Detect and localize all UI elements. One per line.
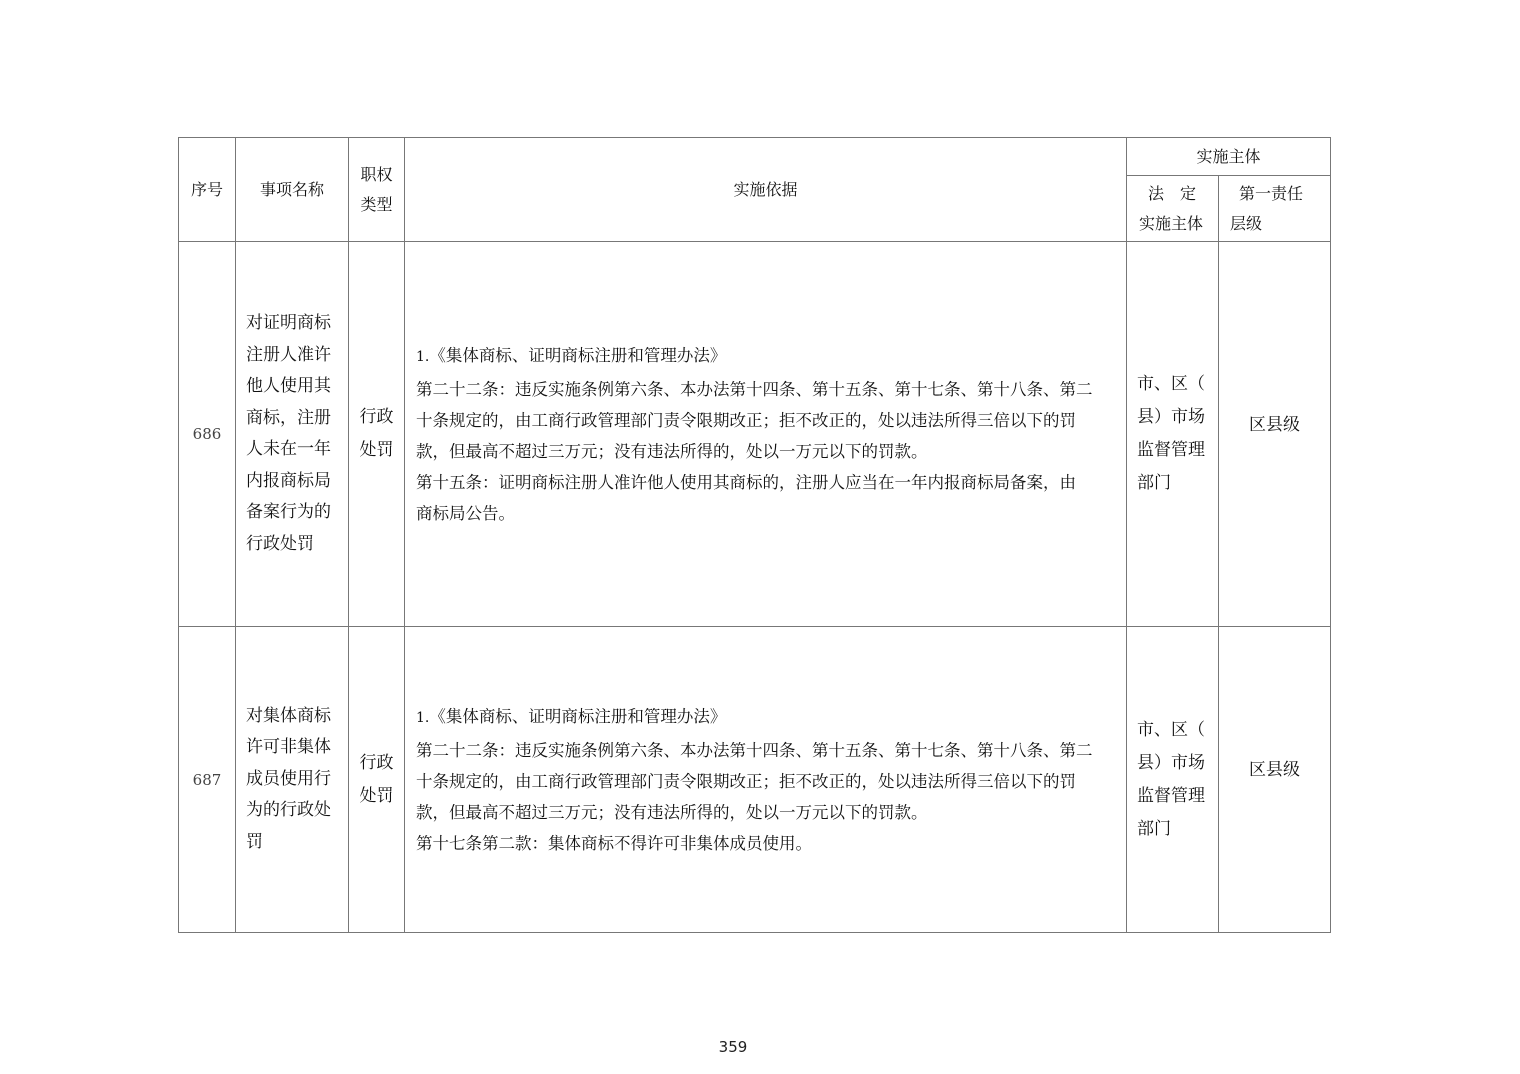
header-legal-body-line2: 实施主体 xyxy=(1139,213,1204,233)
law-number: 1. xyxy=(416,710,430,726)
header-body-group: 实施主体 xyxy=(1127,138,1331,176)
header-type xyxy=(349,138,405,242)
body-line: 监督管理 xyxy=(1137,785,1205,806)
header-legal-body xyxy=(1127,176,1219,242)
header-legal-body-line1: 法 定 xyxy=(1148,183,1197,203)
basis-line: 款，但最高不超过三万元；没有违法所得的，处以一万元以下的罚款。 xyxy=(416,803,928,822)
row-type-line1: 行政 xyxy=(359,407,394,427)
law-title-line xyxy=(416,339,1116,374)
table-row xyxy=(179,242,1331,627)
body-line: 县）市场 xyxy=(1137,407,1205,427)
row-first-level: 区县级 xyxy=(1219,242,1331,627)
header-index: 序号 xyxy=(179,138,236,242)
row-legal-body xyxy=(1127,627,1219,933)
basis-line: 第二十二条：违反实施条例第六条、本办法第十四条、第十五条、第十七条、第十八条、第二 xyxy=(416,741,1093,760)
basis-line: 第十七条第二款：集体商标不得许可非集体成员使用。 xyxy=(416,834,812,853)
page-number: 359 xyxy=(718,1038,748,1056)
law-title: 《集体商标、证明商标注册和管理办法》 xyxy=(429,346,727,365)
law-number: 1. xyxy=(416,349,430,365)
body-line: 监督管理 xyxy=(1137,440,1205,460)
body-line: 县）市场 xyxy=(1137,752,1205,773)
row-item-name: 对集体商标许可非集体成员使用行为的行政处罚 xyxy=(236,627,349,933)
row-authority-type xyxy=(349,242,405,627)
basis-line: 第二十二条：违反实施条例第六条、本办法第十四条、第十五条、第十七条、第十八条、第二 xyxy=(416,380,1093,399)
row-type-line2: 处罚 xyxy=(359,785,394,806)
header-basis: 实施依据 xyxy=(405,138,1127,242)
responsibility-table-sheet xyxy=(178,137,1330,933)
body-line: 市、区（ xyxy=(1137,719,1205,740)
responsibility-table xyxy=(178,137,1331,933)
header-name: 事项名称 xyxy=(236,138,349,242)
row-item-name: 对证明商标注册人准许他人使用其商标，注册人未在一年内报商标局备案行为的行政处罚 xyxy=(236,242,349,627)
row-index: 687 xyxy=(179,627,236,933)
header-first-level xyxy=(1219,176,1331,242)
row-first-level: 区县级 xyxy=(1219,627,1331,933)
basis-line: 款，但最高不超过三万元；没有违法所得的，处以一万元以下的罚款。 xyxy=(416,442,928,461)
header-type-line1: 职权 xyxy=(360,164,393,184)
basis-line: 第十五条：证明商标注册人准许他人使用其商标的，注册人应当在一年内报商标局备案，由 xyxy=(416,473,1076,492)
basis-line: 十条规定的，由工商行政管理部门责令限期改正；拒不改正的，处以违法所得三倍以下的罚 xyxy=(416,411,1076,430)
basis-line: 商标局公告。 xyxy=(416,504,515,523)
body-line: 部门 xyxy=(1137,473,1171,493)
table-row xyxy=(179,627,1331,933)
law-title: 《集体商标、证明商标注册和管理办法》 xyxy=(429,707,727,726)
law-title-line xyxy=(416,700,1116,735)
header-first-level-line1: 第一责任 xyxy=(1239,183,1304,203)
row-index: 686 xyxy=(179,242,236,627)
row-type-line2: 处罚 xyxy=(359,440,394,460)
body-line: 部门 xyxy=(1137,818,1171,839)
row-basis xyxy=(405,242,1127,627)
table-header xyxy=(179,138,1331,242)
row-type-line1: 行政 xyxy=(359,752,394,773)
basis-line: 十条规定的，由工商行政管理部门责令限期改正；拒不改正的，处以违法所得三倍以下的罚 xyxy=(416,772,1076,791)
body-line: 市、区（ xyxy=(1137,374,1205,394)
row-authority-type xyxy=(349,627,405,933)
header-type-line2: 类型 xyxy=(360,194,393,214)
header-first-level-line2: 层级 xyxy=(1230,213,1263,233)
row-basis xyxy=(405,627,1127,933)
row-legal-body xyxy=(1127,242,1219,627)
